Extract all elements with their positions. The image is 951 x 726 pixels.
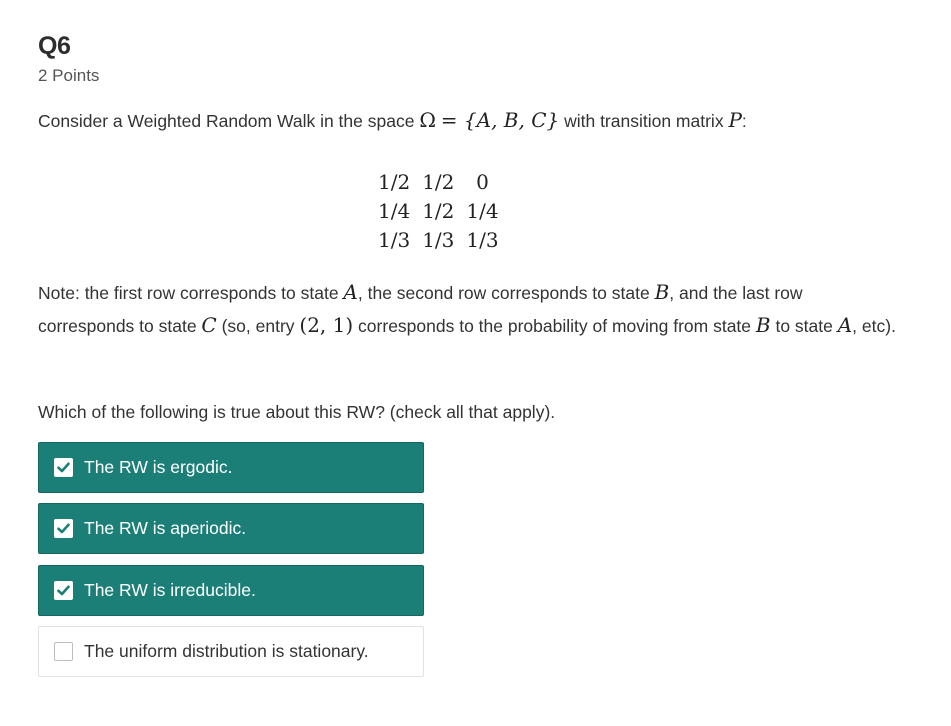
matrix-row — [372, 226, 505, 255]
note-segment: to state — [770, 316, 838, 336]
check-icon — [57, 462, 70, 473]
matrix-cell: 1/4 — [466, 199, 499, 223]
matrix-cell: 1/4 — [378, 199, 411, 223]
matrix-cell: 1/2 — [422, 199, 455, 223]
state-symbol: B — [654, 280, 670, 304]
check-icon — [57, 523, 70, 534]
question-text: Which of the following is true about this RW? (check all that apply). — [38, 402, 556, 422]
option-label: The RW is aperiodic. — [84, 518, 247, 538]
note-segment: , and the last row corresponds to state — [38, 283, 803, 336]
matrix-row — [372, 197, 505, 226]
transition-matrix — [372, 168, 505, 255]
check-icon — [57, 585, 70, 596]
matrix-cell: 1/2 — [378, 170, 411, 194]
prompt-text-after: with transition matrix — [559, 111, 729, 131]
question-points: 2 Points — [38, 66, 100, 85]
option-label: The RW is ergodic. — [84, 457, 233, 477]
matrix-cell: 1/3 — [466, 228, 499, 252]
state-symbol: A — [343, 280, 358, 304]
checkbox-checked[interactable] — [54, 581, 73, 600]
state-symbol: B — [755, 313, 771, 337]
question-prompt — [38, 108, 747, 132]
option-aperiodic[interactable] — [38, 503, 424, 554]
matrix-symbol: P — [728, 108, 742, 132]
matrix-cell: 1/3 — [378, 228, 411, 252]
option-ergodic[interactable] — [38, 442, 424, 493]
prompt-colon: : — [741, 111, 747, 131]
checkbox-checked[interactable] — [54, 458, 73, 477]
prompt-text: Consider a Weighted Random Walk in the space — [38, 111, 420, 131]
state-symbol: C — [201, 313, 217, 337]
matrix-row — [372, 168, 505, 197]
entry-symbol: (2, 1) — [299, 313, 354, 337]
note-segment: , the second row corresponds to state — [357, 283, 655, 303]
option-label: The uniform distribution is stationary. — [84, 641, 369, 661]
option-label: The RW is irreducible. — [84, 580, 256, 600]
option-uniform-stationary[interactable] — [38, 626, 424, 677]
note-segment: Note: the first row corresponds to state — [38, 283, 344, 303]
state-symbol: A — [837, 313, 853, 337]
state-space-set: = {A, B, C} — [440, 108, 560, 132]
question-title: Q6 — [38, 32, 71, 60]
note-text — [38, 276, 898, 342]
omega-symbol: Ω — [419, 108, 436, 132]
note-segment: , etc). — [852, 316, 896, 336]
checkbox-checked[interactable] — [54, 519, 73, 538]
note-segment: (so, entry — [216, 316, 300, 336]
matrix-cell: 0 — [476, 170, 489, 194]
checkbox-unchecked[interactable] — [54, 642, 73, 661]
matrix-cell: 1/2 — [422, 170, 455, 194]
note-segment: corresponds to the probability of moving from state — [353, 316, 756, 336]
matrix-cell: 1/3 — [422, 228, 455, 252]
option-irreducible[interactable] — [38, 565, 424, 616]
